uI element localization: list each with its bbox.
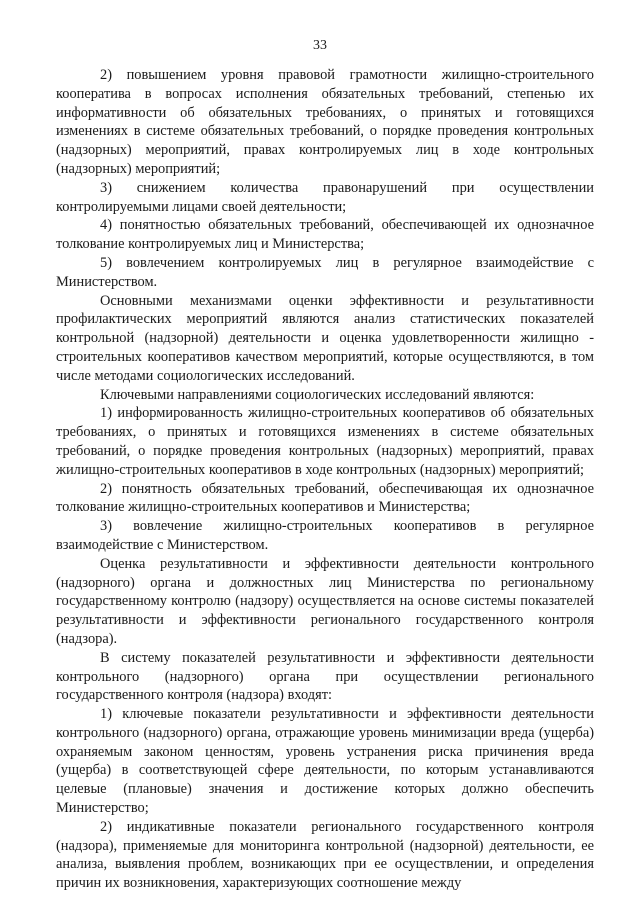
paragraph: 2) индикативные показатели регионального государственного контроля (надзора), применяемые для мониторинга контрольной (надзорной) деятельности, ее анализа, выявления проблем, возникающих при ее осуществлении, и определения причин их возникновения, характеризующих соотношение между — [56, 818, 594, 892]
paragraph: В систему показателей результативности и эффективности деятельности контрольного (надзорного) органа при осуществлении регионального государственного контроля (надзора) входят: — [56, 649, 594, 704]
paragraph: Основными механизмами оценки эффективности и результативности профилактических мероприятий являются анализ статистических показателей контрольной (надзорной) деятельности и оценка удовлетворенности жилищно - строительных кооперативов качеством мероприятий, которые осуществляются, в том числе методами социологических исследований. — [56, 292, 594, 384]
page-number: 33 — [313, 38, 327, 53]
document-body — [56, 66, 594, 893]
paragraph: 3) снижением количества правонарушений при осуществлении контролируемыми лицами своей деятельности; — [56, 179, 594, 215]
paragraph: Оценка результативности и эффективности деятельности контрольного (надзорного) органа и должностных лиц Министерства по региональному государственному контролю (надзору) осуществляется на основе системы показателей результативности и эффективности регионального государственного контроля (надзора). — [56, 555, 594, 647]
paragraph: 2) понятность обязательных требований, обеспечивающая их однозначное толкование жилищно-строительных кооперативов и Министерства; — [56, 480, 594, 516]
paragraph: 5) вовлечением контролируемых лиц в регулярное взаимодействие с Министерством. — [56, 254, 594, 290]
paragraph: 4) понятностью обязательных требований, обеспечивающей их однозначное толкование контролируемых лиц и Министерства; — [56, 217, 594, 253]
paragraph: 2) повышением уровня правовой грамотности жилищно-строительного кооператива в вопросах исполнения обязательных требований, степенью их информативности об обязательных требованиях, о принятых и готовящихся изменениях в системе обязательных требований, о порядке проведения контрольных (надзорных) мероприятий, правах контролируемых лиц в ходе контрольных (надзорных) мероприятий; — [56, 67, 594, 177]
paragraph: 3) вовлечение жилищно-строительных кооперативов в регулярное взаимодействие с Министерством. — [56, 518, 594, 553]
paragraph: Ключевыми направлениями социологических исследований являются: — [100, 386, 535, 403]
paragraph: 1) ключевые показатели результативности и эффективности деятельности контрольного (надзорного) органа, отражающие уровень минимизации вреда (ущерба) охраняемым законом ценностям, уровень устранения риска причинения вреда (ущерба) в соответствующей сфере деятельности, по которым устанавливаются целевые (плановые) значения и достижение которых должно обеспечить Министерство; — [56, 706, 594, 817]
paragraph: 1) информированность жилищно-строительных кооперативов об обязательных требованиях, о принятых и готовящихся изменениях в системе обязательных требований, о порядке проведения контрольных (надзорных) мероприятий, правах жилищно-строительных кооперативов в ходе контрольных (надзорных) мероприятий; — [56, 405, 594, 478]
